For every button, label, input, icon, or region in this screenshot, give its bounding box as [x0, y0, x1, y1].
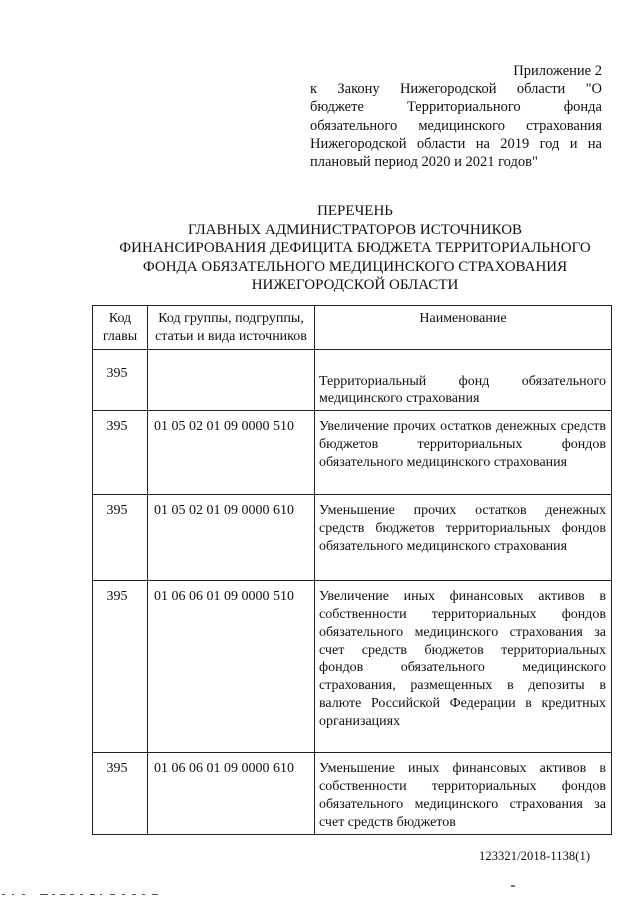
header-chapter-code: Код главы [93, 306, 148, 350]
heading-line: НИЖЕГОРОДСКОЙ ОБЛАСТИ [251, 277, 459, 293]
scan-artifact-marks [0, 890, 170, 898]
appendix-line: Нижегородской области на 2019 год и на [310, 135, 602, 152]
appendix-line: к Закону Нижегородской области "О [310, 81, 602, 98]
chapter-code-cell: 395 [93, 349, 148, 411]
appendix-line: плановый период 2020 и 2021 годов" [310, 154, 538, 171]
chapter-code-cell: 395 [93, 753, 148, 835]
name-cell: Уменьшение прочих остатков денежных средств бюджетов территориальных фондов обязательного медицинского страхования [315, 495, 612, 581]
document-heading [60, 202, 640, 295]
group-code-cell: 01 06 06 01 09 0000 610 [148, 753, 315, 835]
header-name: Наименование [315, 306, 612, 350]
heading-line: ФОНДА ОБЯЗАТЕЛЬНОГО МЕДИЦИНСКОГО СТРАХОВАНИЯ [142, 258, 568, 275]
name-cell: Увеличение прочих остатков денежных средств бюджетов территориальных фондов обязательного медицинского страхования [315, 411, 612, 495]
table-row [93, 495, 612, 581]
name-cell: Уменьшение иных финансовых активов в собственности территориальных фондов обязательного медицинского страхования за счет средств бюджетов [315, 753, 612, 835]
document-registration-number: 123321/2018-1138(1) [479, 849, 591, 863]
header-group-code: Код группы, подгруппы, статьи и вида источников [148, 306, 315, 350]
group-code-cell: 01 05 02 01 09 0000 510 [148, 411, 315, 495]
group-code-cell: 01 05 02 01 09 0000 610 [148, 495, 315, 581]
heading-title: ПЕРЕЧЕНЬ [317, 203, 393, 219]
table-row [93, 411, 612, 495]
group-code-cell [148, 349, 315, 411]
scan-dot [511, 885, 515, 887]
administrators-table [92, 305, 612, 835]
table-header-row [93, 306, 612, 350]
table-row [93, 753, 612, 835]
chapter-code-cell: 395 [93, 495, 148, 581]
appendix-line: бюджете Территориального фонда [310, 99, 602, 116]
chapter-code-cell: 395 [93, 411, 148, 495]
heading-line: ГЛАВНЫХ АДМИНИСТРАТОРОВ ИСТОЧНИКОВ [187, 221, 523, 238]
appendix-line: обязательного медицинского страхования [310, 117, 602, 134]
group-code-cell: 01 06 06 01 09 0000 510 [148, 581, 315, 753]
table-row [93, 349, 612, 411]
name-cell: Территориальный фонд обязательного медицинского страхования [315, 349, 612, 411]
appendix-reference [310, 62, 602, 171]
chapter-code-cell: 395 [93, 581, 148, 753]
heading-line: ФИНАНСИРОВАНИЯ ДЕФИЦИТА БЮДЖЕТА ТЕРРИТОРИАЛЬНОГО [119, 240, 591, 256]
name-cell: Увеличение иных финансовых активов в собственности территориальных фондов обязательного медицинского страхования за счет средств бюджетов территориальных фондов обязательного медицинского страхования, размещенных в депозиты в валюте Российской Федерации в кредитных организациях [315, 581, 612, 753]
appendix-title: Приложение 2 [513, 63, 602, 79]
table-row [93, 581, 612, 753]
